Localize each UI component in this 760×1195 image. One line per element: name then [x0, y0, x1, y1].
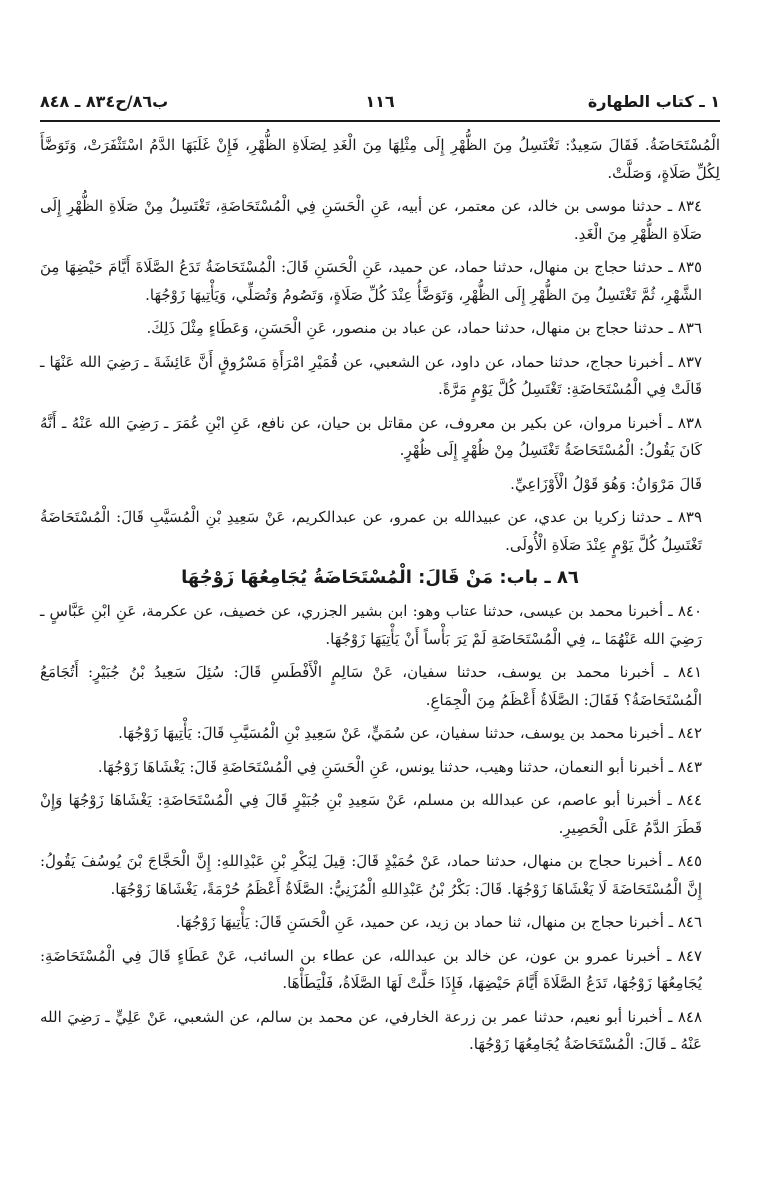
hadith-847: ٨٤٧ ـ أخبرنا عمرو بن عون، عن خالد بن عبدالله، عن عطاء بن السائب، عَنْ عَطَاءٍ قَالَ فِي الْمُسْتَحَاضَةِ: يُجَامِعُهَا زَوْجُهَا، تَدَعُ الصَّلَاةَ أَيَّامَ حَيْضِهَا، فَإِذَا حَلَّتْ لَهَا الصَّلَاةُ، فَلْيَطَأْهَا. — [40, 946, 702, 992]
hadith-841: ٨٤١ ـ أخبرنا محمد بن يوسف، حدثنا سفيان، عَنْ سَالِمٍ الْأَفْطَسِ قَالَ: سُئِلَ سَعِيدُ بْنُ جُبَيْرٍ: أَتُجَامَعُ الْمُسْتَحَاضَةُ؟ فَقَالَ: الصَّلَاةُ أَعْظَمُ مِنَ الْجِمَاعِ. — [40, 663, 702, 709]
header-range: ب٨٦/ح٨٣٤ ـ ٨٤٨ — [40, 92, 169, 111]
book-page — [40, 86, 720, 1195]
chapter-heading: ٨٦ ـ باب: مَنْ قَالَ: الْمُسْتَحَاضَةُ يُجَامِعُهَا زَوْجُهَا — [181, 567, 579, 588]
hadith-834: ٨٣٤ ـ حدثنا موسى بن خالد، عن معتمر، عن أبيه، عَنِ الْحَسَنِ فِي الْمُسْتَحَاضَةِ، تَغْتَسِلُ مِنْ صَلَاةِ الظُّهْرِ إِلَى صَلَاةِ الظُّهْرِ مِنَ الْغَدِ. — [40, 197, 702, 243]
hadith-843: ٨٤٣ ـ أخبرنا أبو النعمان، حدثنا وهيب، حدثنا يونس، عَنِ الْحَسَنِ فِي الْمُسْتَحَاضَةِ قَالَ: يَغْشَاهَا زَوْجُهَا. — [97, 757, 702, 776]
hadith-837: ٨٣٧ ـ أخبرنا حجاج، حدثنا حماد، عن داود، عن الشعبي، عن قُمَيْرِ امْرَأَةِ مَسْرُوقٍ أَنَّ عَائِشَةَ ـ رَضِيَ الله عَنْهَا ـ قَالَتْ فِي الْمُسْتَحَاضَةِ: تَغْتَسِلُ كُلَّ يَوْمٍ مَرَّةً. — [40, 352, 702, 398]
running-header — [40, 86, 720, 120]
hadith-842: ٨٤٢ ـ أخبرنا محمد بن يوسف، حدثنا سفيان، عن سُمَيٍّ، عَنْ سَعِيدِ بْنِ الْمُسَيَّبِ قَالَ: يَأْتِيهَا زَوْجُهَا. — [118, 724, 702, 742]
hadith-835: ٨٣٥ ـ حدثنا حجاج بن منهال، حدثنا حماد، عن حميد، عَنِ الْحَسَنِ قَالَ: الْمُسْتَحَاضَةُ تَدَعُ الصَّلَاةَ أَيَّامَ حَيْضِهَا مِنَ الشَّهْرِ، ثُمَّ تَغْتَسِلُ مِنَ الظُّهْرِ إِلَى الظُّهْرِ، وَتَوَضَّأُ عِنْدَ كُلِّ صَلَاةٍ، وَتَصُومُ وَتُصَلِّي، وَيَأْتِيهَا زَوْجُهَا. — [40, 258, 702, 304]
hadith-839: ٨٣٩ ـ حدثنا زكريا بن عدي، عن عبيدالله بن عمرو، عن عبدالكريم، عَنْ سَعِيدِ بْنِ الْمُسَيَّبِ قَالَ: الْمُسْتَحَاضَةُ تَغْتَسِلُ كُلَّ يَوْمٍ عِنْدَ صَلَاةِ الْأُولَى. — [40, 508, 702, 554]
hadith-845: ٨٤٥ ـ أخبرنا حجاج بن منهال، حدثنا حماد، عَنْ حُمَيْدٍ قَالَ: قِيلَ لِبَكْرِ بْنِ عَبْدِاللهِ: إِنَّ الْحَجَّاجَ بْنَ يُوسُفَ يَقُولُ: إِنَّ الْمُسْتَحَاضَةَ لَا يَغْشَاهَا زَوْجُهَا. قَالَ: بَكْرُ بْنُ عَبْدِاللهِ الْمُزَنِيُّ: الصَّلَاةُ أَعْظَمُ حُرْمَةً، يَغْشَاهَا زَوْجُهَا. — [40, 852, 702, 898]
hadith-840: ٨٤٠ ـ أخبرنا محمد بن عيسى، حدثنا عتاب وهو: ابن بشير الجزري، عن خصيف، عن عكرمة، عَنِ ابْنِ عَبَّاسٍ ـ رَضِيَ الله عَنْهُمَا ـ، فِي الْمُسْتَحَاضَةِ لَمْ يَرَ بَأْساً أَنْ يَأْتِيَهَا زَوْجُهَا. — [40, 602, 702, 648]
header-chapter: ١ ـ كتاب الطهارة — [587, 92, 720, 111]
hadith-848: ٨٤٨ ـ أخبرنا أبو نعيم، حدثنا عمر بن زرعة الخارفي، عن محمد بن سالم، عن الشعبي، عَنْ عَلِيٍّ ـ رَضِيَ الله عَنْهُ ـ قَالَ: الْمُسْتَحَاضَةُ يُجَامِعُهَا زَوْجُهَا. — [40, 1007, 702, 1053]
hadith-836: ٨٣٦ ـ حدثنا حجاج بن منهال، حدثنا حماد، عن عباد بن منصور، عَنِ الْحَسَنِ، وَعَطَاءٍ مِثْلَ ذَلِكَ. — [146, 319, 702, 337]
hadith-838: ٨٣٨ ـ أخبرنا مروان، عن بكير بن معروف، عن مقاتل بن حيان، عن نافع، عَنِ ابْنِ عُمَرَ ـ رَضِيَ الله عَنْهُ ـ أَنَّهُ كَانَ يَقُولُ: الْمُسْتَحَاضَةُ تَغْتَسِلُ مِنْ ظُهْرٍ إِلَى ظُهْرٍ. — [40, 413, 702, 459]
header-rule — [40, 120, 720, 122]
hadith-846: ٨٤٦ ـ أخبرنا حجاج بن منهال، ثنا حماد بن زيد، عن حميد، عَنِ الْحَسَنِ قَالَ: يَأْتِيهَا زَوْجُهَا. — [175, 913, 702, 931]
hadith-844: ٨٤٤ ـ أخبرنا أبو عاصم، عن عبدالله بن مسلم، عَنْ سَعِيدِ بْنِ جُبَيْرٍ قَالَ فِي الْمُسْتَحَاضَةِ: يَغْشَاهَا زَوْجُهَا وَإِنْ قَطَرَ الدَّمُ عَلَى الْحَصِيرِ. — [40, 791, 702, 837]
paragraph-continuation: الْمُسْتَحَاضَةُ. فَقَالَ سَعِيدٌ: تَغْتَسِلُ مِنَ الظُّهْرِ إِلَى مِثْلِهَا مِنَ الْغَدِ لِصَلَاةِ الظُّهْرِ، فَإِنْ غَلَبَهَا الدَّمُ اسْتَثْفَرَتْ، وَتَوَضَّأَ لِكُلِّ صَلَاةٍ، وَصَلَّتْ. — [40, 136, 720, 182]
hadith-838-note: قَالَ مَرْوَانُ: وَهُوَ قَوْلُ الْأَوْزَاعِيِّ. — [510, 474, 702, 493]
header-page-number: ١١٦ — [365, 92, 395, 111]
